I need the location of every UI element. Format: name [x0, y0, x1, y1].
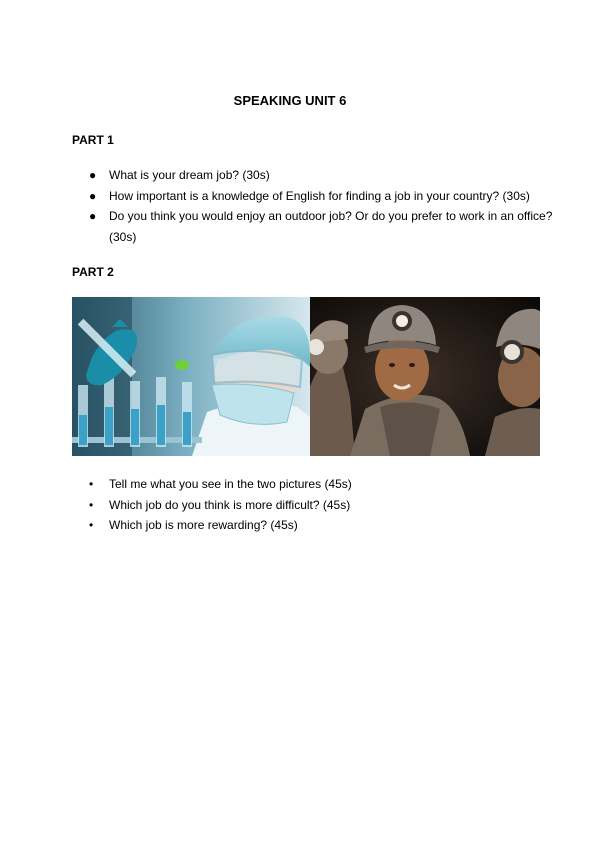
list-item — [72, 474, 572, 495]
part1-heading: PART 1 — [72, 133, 114, 147]
page-title: SPEAKING UNIT 6 — [233, 93, 347, 108]
question-text: How important is a knowledge of English for finding a job in your country? (30s) — [109, 188, 530, 203]
miners-image — [310, 297, 540, 456]
list-item — [72, 206, 572, 247]
part2-heading: PART 2 — [72, 265, 114, 279]
part2-question-list — [72, 474, 572, 536]
lab-scientist-image — [72, 297, 310, 456]
question-text: Which job is more rewarding? (45s) — [109, 518, 298, 532]
question-text: Tell me what you see in the two pictures (45s) — [109, 477, 352, 491]
bullet-icon: ● — [89, 209, 97, 223]
list-item — [72, 515, 572, 536]
bullet-icon: ● — [89, 168, 97, 182]
bullet-icon: • — [89, 497, 94, 512]
bullet-icon: • — [89, 477, 94, 491]
question-text: What is your dream job? (30s) — [109, 168, 270, 182]
list-item — [72, 165, 572, 186]
list-item — [72, 495, 572, 516]
question-text: Which job do you think is more difficult? (45s) — [109, 497, 351, 512]
list-item — [72, 186, 572, 207]
question-text: Do you think you would enjoy an outdoor job? Or do you prefer to work in an office? (30s) — [109, 209, 553, 244]
part1-question-list — [72, 165, 572, 247]
bullet-icon: ● — [89, 188, 97, 203]
job-pictures — [72, 297, 540, 456]
bullet-icon: • — [89, 518, 94, 532]
